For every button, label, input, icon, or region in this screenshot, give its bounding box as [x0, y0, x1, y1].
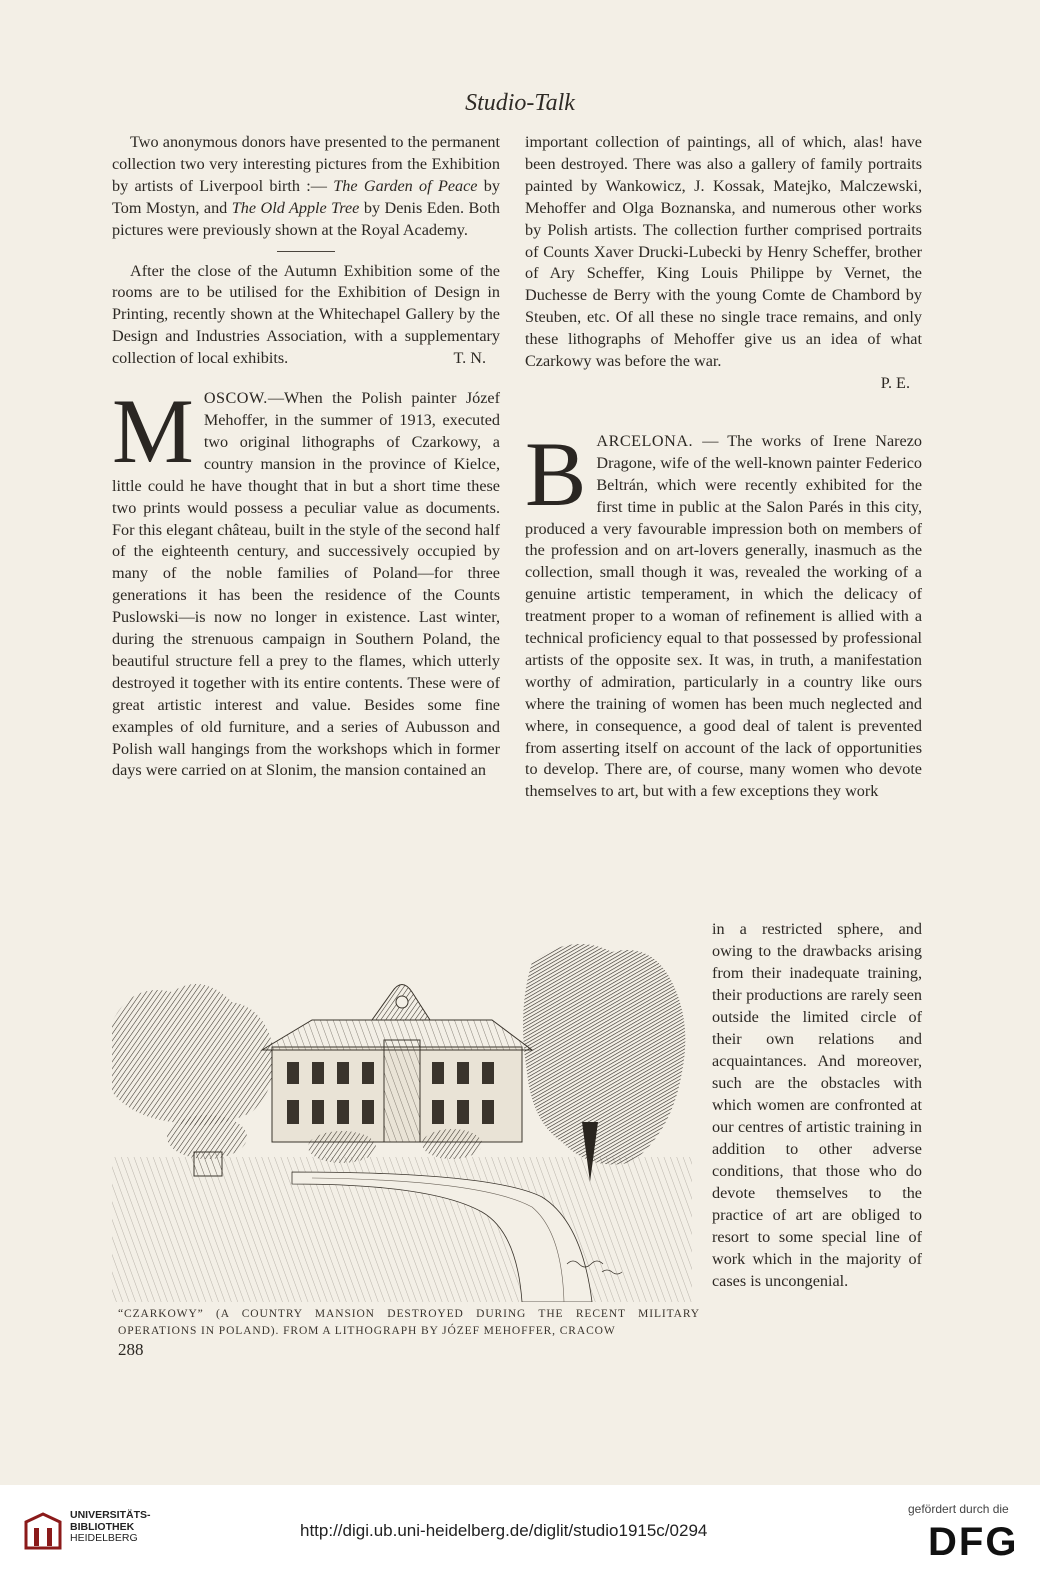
drop-cap-b: B	[525, 422, 587, 525]
left-column	[112, 132, 500, 782]
title-old-apple-tree: The Old Apple Tree	[231, 198, 360, 217]
signature-pe: P. E.	[880, 373, 910, 392]
figure-caption: “CZARKOWY” (A COUNTRY MANSION DESTROYED DURING THE RECENT MILITARY OPERATIONS IN POLAND). FROM A LITHOGRAPH BY JÓZEF MEHOFFER, CRACOW	[118, 1308, 700, 1337]
paragraph-exhibition: After the close of the Autumn Exhibition some of the rooms are to be utilised for the Exhibition of Design in Printing, recently shown at the Whitechapel Gallery by the Design and Industries Association, with a supplementary collection of local exhibits. T. N.	[112, 261, 500, 371]
drop-cap-m: M	[112, 380, 194, 483]
section-barcelona	[525, 422, 922, 803]
right-column	[525, 132, 922, 803]
permalink-url[interactable]: http://digi.ub.uni-heidelberg.de/diglit/studio1915c/0294	[300, 1521, 708, 1540]
paragraph-barcelona: ARCELONA. — The works of Irene Narezo Dragone, wife of the well-known painter Federico Beltrán, which were recently exhibited for the first time in public at the Salon Parés in this city, produced a very favourable impression both on members of the profession and on art-lovers generally, inasmuch as the collection, small though it was, revealed the working of a genuine artistic temperament, in which the delicacy of treatment proper to a woman of refinement is allied with a technical proficiency equal to that possessed by professional artists of the opposite sex. It was, in truth, a manifestation worthy of admiration, particularly in a country like ours where the training of women has been much neglected and where, in consequence, a good deal of talent is prevented from asserting itself on account of the lack of opportunities to develop. There are, of course, many women who devote themselves to art, but with a few exceptions they work	[525, 431, 922, 801]
running-title: Studio-Talk	[465, 90, 575, 116]
signature-tn: T. N.	[453, 349, 486, 368]
funding-note: gefördert durch die	[908, 1502, 1009, 1516]
title-garden-of-peace: The Garden of Peace	[333, 176, 478, 195]
paragraph-donors: Two anonymous donors have presented to the permanent collection two very interesting pictures from the Exhibition by artists of Liverpool birth :— The Garden of Peace by Tom Mostyn, and The Old Apple Tree by Denis Eden. Both pictures were previously shown at the Royal Academy.	[112, 133, 500, 239]
dfg-logo: DFG	[928, 1520, 1019, 1564]
lithograph-illustration	[112, 922, 692, 1302]
paragraph-barcelona-continued: in a restricted sphere, and owing to the drawbacks arising from their inadequate training, their productions are rarely seen outside the limited circle of their own relations and acquaintances. And moreover, such are the obstacles with which women are confronted at our centres of artistic training in addition to other adverse conditions, that those who do devote themselves to the practice of art are obliged to resort to some special line of work which in the majority of cases is uncongenial.	[712, 920, 922, 1290]
section-moscow	[112, 380, 500, 782]
university-library-logo-icon	[22, 1510, 64, 1552]
paragraph-collection: important collection of paintings, all of which, alas! have been destroyed. There was also a gallery of family portraits painted by Wankowicz, J. Kossak, Matejko, Malczewski, Mehoffer and Olga Boznanska, and numerous other works by Polish artists. The collection further comprised portraits of Counts Xaver Drucki-Lubecki by Henry Scheffer, brother of Ary Scheffer, King Louis Philippe by Vernet, the Duchesse de Berry with the young Comte de Chambord by Steuben, etc. Of all these no single trace remains, and only these lithographs of Mehoffer give us an idea of what Czarkowy was before the war.	[525, 133, 922, 371]
university-library-name: UNIVERSITÄTS- BIBLIOTHEK HEIDELBERG	[70, 1509, 151, 1544]
page-number: 288	[118, 1340, 144, 1359]
paragraph-moscow: OSCOW.—When the Polish painter Józef Mehoffer, in the summer of 1913, executed two original lithographs of Czarkowy, a country mansion in the province of Kielce, little could he have thought that in but a short time these two prints would possess a peculiar value as documents. For this elegant château, built in the style of the second half of the eighteenth century, and successively occupied by many of the noble families of Poland—for three generations it has been the residence of the Counts Puslowski—is now no longer in existence. Last winter, during the strenuous campaign in Southern Poland, the beautiful structure fell a prey to the flames, which utterly destroyed it together with its entire contents. These were of great artistic interest and value. Besides some fine examples of old furniture, and a series of Aubusson and Polish wall hangings from the workshops which in former days were carried on at Slonim, the mansion contained an	[112, 389, 500, 780]
section-divider	[277, 251, 335, 252]
